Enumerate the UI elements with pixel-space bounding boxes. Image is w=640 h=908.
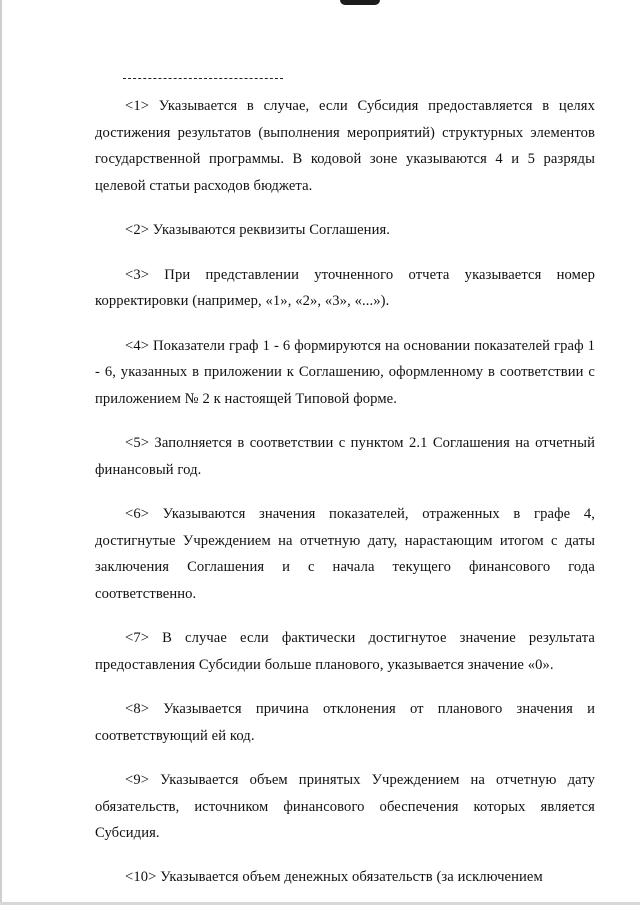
footnote-separator [123,78,283,79]
footnote-7: <7> В случае если фактически достигнутое значение результата предоставления Субсидии больше планового, указывается значение «0». [95,630,595,673]
scan-binding-mark [340,0,380,5]
footnote-10: <10> Указывается объем денежных обязательств (за исключением [125,868,543,885]
footnote-5: <5> Заполняется в соответствии с пунктом 2.1 Соглашения на отчетный финансовый год. [95,435,595,478]
footnotes-section [95,78,595,908]
footnote-2: <2> Указываются реквизиты Соглашения. [125,222,391,238]
footnote-4: <4> Показатели граф 1 - 6 формируются на основании показателей граф 1 - 6, указанных в приложении к Соглашению, оформленному в соответствии с приложением № 2 к настоящей Типовой форме. [95,337,595,407]
footnote-1: <1> Указывается в случае, если Субсидия предоставляется в целях достижения результатов (выполнения мероприятий) структурных элементов государственной программы. В кодовой зоне указываются 4 и 5 разряды целевой статьи расходов бюджета. [95,98,595,194]
footnote-8: <8> Указывается причина отклонения от планового значения и соответствующий ей код. [95,701,595,744]
footnote-6: <6> Указываются значения показателей, отраженных в графе 4, достигнутые Учреждением на отчетную дату, нарастающим итогом с даты заключения Соглашения и с начала текущего финансового года соответственно. [95,506,595,602]
scan-left-edge [0,0,2,905]
footnote-3: <3> При представлении уточненного отчета указывается номер корректировки (например, «1», «2», «3», «...»). [95,266,595,309]
footnote-9: <9> Указывается объем принятых Учреждением на отчетную дату обязательств, источником финансового обеспечения которых является Субсидия. [95,772,595,841]
